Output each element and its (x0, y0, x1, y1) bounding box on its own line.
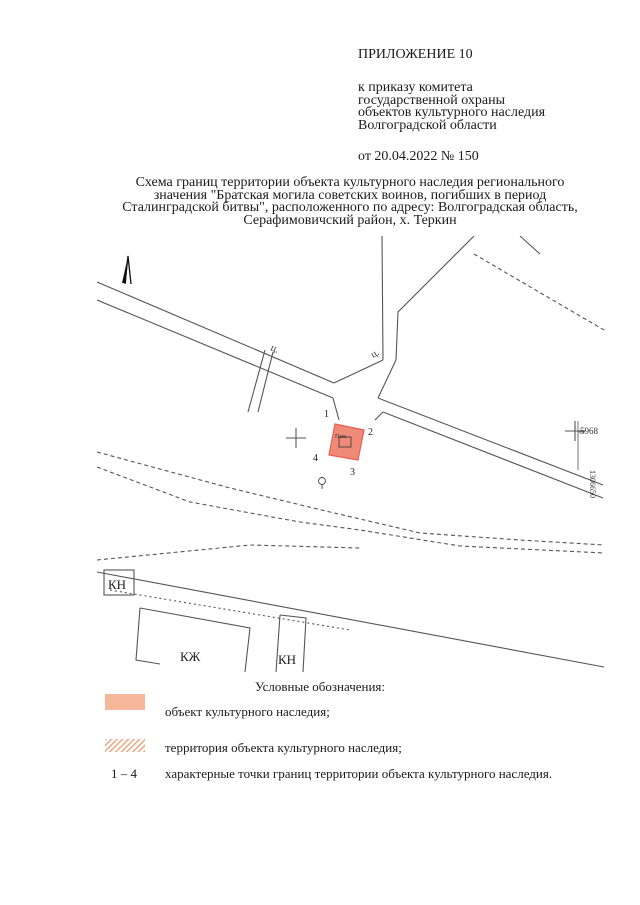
dashed-road (97, 452, 604, 545)
points-range-label: 1 – 4 (111, 766, 137, 781)
legend-text: характерные точки границ территории объекта культурного наследия. (165, 766, 553, 781)
street-edge (333, 398, 383, 420)
north-arrow-icon (122, 256, 131, 284)
grid-coordinate-y: 1306650 (588, 470, 597, 498)
order-reference (358, 82, 618, 132)
street-edge (97, 282, 334, 398)
grid-coordinate-x: 5968 (580, 426, 598, 436)
plot-boundary (520, 236, 540, 254)
boundary-point-label: 3 (350, 467, 355, 478)
boundary-point-label: 1 (324, 409, 329, 420)
dashed-road (97, 545, 360, 560)
grid-cross (286, 428, 306, 448)
building-label: КН (278, 652, 297, 667)
legend-text: объект культурного наследия; (165, 704, 330, 719)
appendix-title: ПРИЛОЖЕНИЕ 10 (358, 47, 473, 62)
legend-text: территория объекта культурного наследия; (165, 740, 402, 755)
plot-boundary (474, 254, 604, 330)
street-edge (97, 572, 604, 667)
street-edge (248, 350, 273, 412)
scheme-title (60, 177, 640, 227)
order-line: Волгоградской области (358, 117, 497, 133)
building-label: КН (108, 577, 127, 592)
boundary-point-label: 4 (313, 453, 318, 464)
scheme-title-line: Схема границ территории объекта культурного наследия регионального (135, 175, 565, 190)
heritage-object (329, 424, 364, 460)
tree-icon (319, 478, 326, 490)
street-edge (382, 236, 474, 360)
order-line: объектов культурного наследия (358, 105, 546, 120)
boundary-point-label: 2 (368, 427, 373, 438)
legend-item (0, 736, 640, 756)
scheme-title-line: Сталинградской битвы", расположенного по адресу: Волгоградская область, (122, 200, 578, 216)
street-edge (334, 360, 396, 398)
street-label: ц. (268, 342, 281, 356)
order-line: к приказу комитета (358, 80, 473, 95)
monument-label: Пам. (335, 434, 348, 440)
legend-item (0, 766, 640, 786)
building-label: КЖ (180, 649, 201, 664)
object-fill-swatch (105, 694, 145, 710)
scheme-title-line: Серафимовичский район, х. Теркин (243, 212, 457, 228)
street-edge (378, 398, 603, 498)
order-date: от 20.04.2022 № 150 (358, 149, 479, 164)
territory-hatch-swatch (105, 739, 145, 752)
legend-heading: Условные обозначения: (254, 679, 386, 694)
street-label: ц. (369, 347, 382, 361)
order-line: государственной охраны (358, 92, 506, 108)
boundary-map (97, 236, 617, 672)
territory-polygon (329, 424, 364, 460)
scheme-title-line: значения "Братская могила советских воинов, погибших в период (153, 187, 547, 203)
legend-item (0, 694, 640, 719)
